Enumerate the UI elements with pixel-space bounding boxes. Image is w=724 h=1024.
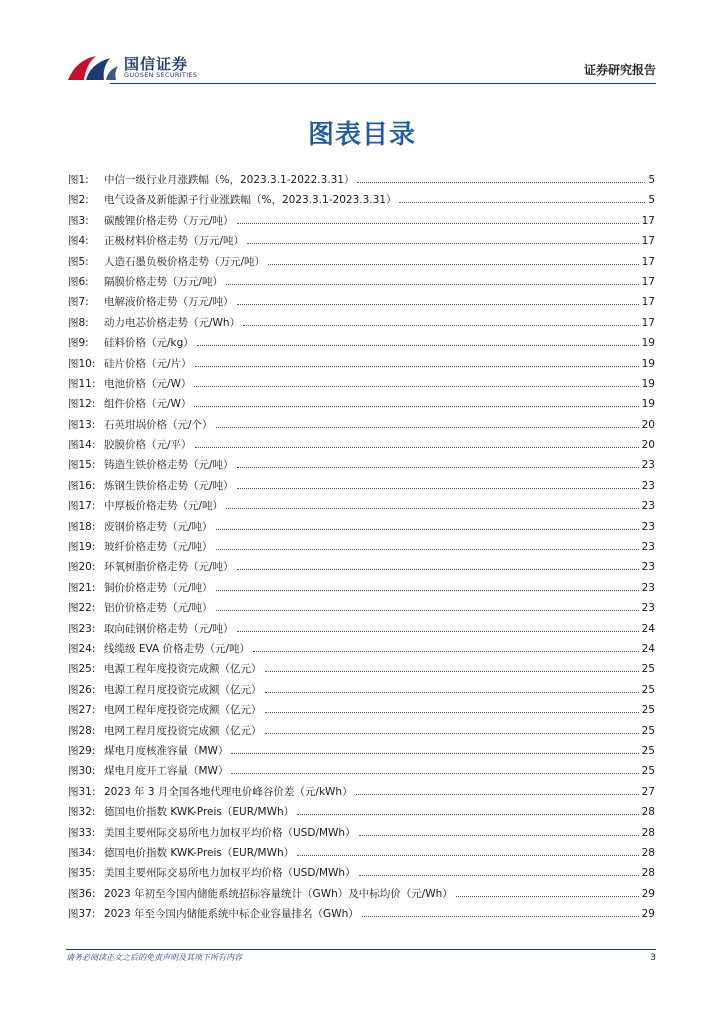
toc-entry-label: 废钢价格走势（元/吨） — [104, 520, 213, 533]
toc-leader-dots — [356, 794, 639, 795]
toc-entry-page: 19 — [641, 357, 655, 370]
toc-entry[interactable] — [68, 721, 655, 741]
toc-entry-number: 图25: — [68, 663, 96, 676]
toc-entry-page: 27 — [641, 785, 655, 798]
toc-entry-number: 图31: — [68, 785, 96, 798]
toc-entry[interactable] — [68, 313, 655, 333]
toc-entry[interactable] — [68, 496, 655, 516]
toc-entry-title — [68, 823, 356, 843]
toc-entry-number: 图5: — [68, 255, 89, 268]
toc-entry[interactable] — [68, 455, 655, 475]
toc-entry-title — [68, 313, 240, 333]
toc-entry-label: 德国电价指数 KWK-Preis（EUR/MWh） — [104, 846, 295, 859]
toc-entry-label: 2023 年至今国内储能系统中标企业容量排名（GWh） — [104, 908, 359, 921]
toc-entry-title — [68, 394, 191, 414]
toc-entry[interactable] — [68, 190, 655, 210]
toc-entry-title — [68, 863, 356, 883]
toc-entry-page: 29 — [641, 908, 655, 921]
toc-leader-dots — [297, 814, 638, 815]
toc-entry-label: 玻纤价格走势（元/吨） — [104, 541, 213, 554]
toc-entry-label: 美国主要州际交易所电力加权平均价格（USD/MWh） — [104, 867, 356, 880]
toc-entry-title — [68, 496, 223, 516]
toc-leader-dots — [297, 855, 638, 856]
toc-leader-dots — [456, 896, 639, 897]
toc-entry-label: 中厚板价格走势（元/吨） — [104, 500, 224, 513]
toc-entry-title — [68, 170, 354, 190]
toc-entry-title — [68, 700, 262, 720]
toc-entry-page: 28 — [641, 826, 655, 839]
toc-entry-page: 19 — [641, 337, 655, 350]
toc-entry-label: 取向硅钢价格走势（元/吨） — [104, 622, 234, 635]
toc-entry-label: 美国主要州际交易所电力加权平均价格（USD/MWh） — [104, 826, 356, 839]
toc-entry-number: 图14: — [68, 439, 96, 452]
toc-entry-number: 图16: — [68, 479, 96, 492]
toc-leader-dots — [237, 467, 639, 468]
toc-entry-title — [68, 476, 234, 496]
toc-entry[interactable] — [68, 680, 655, 700]
guosen-logo-icon — [66, 52, 120, 82]
toc-leader-dots — [253, 651, 639, 652]
toc-entry-page: 19 — [641, 377, 655, 390]
toc-entry-title — [68, 639, 250, 659]
toc-leader-dots — [195, 447, 639, 448]
toc-entry[interactable] — [68, 374, 655, 394]
toc-entry-number: 图32: — [68, 806, 96, 819]
toc-entry-number: 图23: — [68, 622, 96, 635]
toc-entry-title — [68, 578, 213, 598]
toc-entry-label: 电源工程年度投资完成额（亿元） — [104, 663, 262, 676]
toc-entry-page: 23 — [641, 581, 655, 594]
toc-entry-page: 24 — [641, 622, 655, 635]
toc-leader-dots — [216, 427, 639, 428]
toc-entry-page: 17 — [641, 275, 655, 288]
toc-leader-dots — [265, 692, 639, 693]
logo-chinese-name: 国信证券 — [124, 55, 189, 73]
toc-entry-label: 人造石墨负极价格走势（万元/吨） — [104, 255, 266, 268]
toc-entry-number: 图17: — [68, 500, 96, 513]
toc-entry-number: 图21: — [68, 581, 96, 594]
toc-entry-label: 电气设备及新能源子行业涨跌幅（%，2023.3.1-2023.3.31） — [104, 194, 397, 207]
toc-entry-page: 25 — [641, 663, 655, 676]
toc-entry-page: 23 — [641, 602, 655, 615]
toc-entry-label: 2023 年 3 月全国各地代理电价峰谷价差（元/kWh） — [104, 785, 353, 798]
toc-entry-page: 17 — [641, 235, 655, 248]
toc-entry-label: 硅片价格（元/片） — [104, 357, 192, 370]
toc-entry-label: 碳酸锂价格走势（万元/吨） — [104, 214, 234, 227]
toc-entry-label: 环氧树脂价格走势（元/吨） — [104, 561, 234, 574]
toc-entry-number: 图34: — [68, 846, 96, 859]
toc-entry-number: 图12: — [68, 398, 96, 411]
toc-entry[interactable] — [68, 557, 655, 577]
toc-leader-dots — [216, 590, 639, 591]
toc-entry-page: 23 — [641, 520, 655, 533]
toc-entry-title — [68, 843, 294, 863]
toc-entry[interactable] — [68, 802, 655, 822]
toc-entry-page: 20 — [641, 439, 655, 452]
toc-entry[interactable] — [68, 272, 655, 292]
toc-entry[interactable] — [68, 476, 655, 496]
toc-entry[interactable] — [68, 863, 655, 883]
toc-entry-label: 电网工程月度投资完成额（亿元） — [104, 724, 262, 737]
logo-english-name: GUOSEN SECURITIES — [124, 71, 198, 79]
toc-entry-label: 德国电价指数 KWK-Preis（EUR/MWh） — [104, 806, 295, 819]
toc-entry-title — [68, 619, 234, 639]
toc-entry-title — [68, 435, 192, 455]
toc-entry-number: 图37: — [68, 908, 96, 921]
toc-entry-page: 23 — [641, 479, 655, 492]
toc-leader-dots — [243, 325, 639, 326]
toc-entry-page: 28 — [641, 867, 655, 880]
toc-entry-number: 图18: — [68, 520, 96, 533]
toc-leader-dots — [216, 549, 639, 550]
toc-leader-dots — [265, 733, 639, 734]
toc-leader-dots — [359, 875, 639, 876]
toc-entry-number: 图15: — [68, 459, 96, 472]
toc-entry[interactable] — [68, 211, 655, 231]
toc-leader-dots — [237, 631, 639, 632]
toc-entry-page: 25 — [641, 683, 655, 696]
toc-entry-number: 图29: — [68, 744, 96, 757]
toc-entry-title — [68, 802, 294, 822]
toc-entry-number: 图22: — [68, 602, 96, 615]
toc-leader-dots — [231, 773, 638, 774]
toc-leader-dots — [265, 671, 639, 672]
toc-entry-number: 图7: — [68, 296, 89, 309]
toc-entry[interactable] — [68, 292, 655, 312]
toc-entry[interactable] — [68, 619, 655, 639]
toc-leader-dots — [237, 488, 639, 489]
toc-entry-page: 24 — [641, 642, 655, 655]
toc-entry-label: 硅料价格（元/kg） — [104, 337, 194, 350]
toc-leader-dots — [195, 366, 639, 367]
toc-entry[interactable] — [68, 415, 655, 435]
toc-entry[interactable] — [68, 700, 655, 720]
toc-entry[interactable] — [68, 782, 655, 802]
toc-entry-title — [68, 455, 234, 475]
toc-entry-title — [68, 252, 265, 272]
toc-leader-dots — [194, 386, 638, 387]
toc-entry-number: 图2: — [68, 194, 89, 207]
toc-entry[interactable] — [68, 537, 655, 557]
toc-leader-dots — [359, 835, 639, 836]
toc-entry-title — [68, 517, 213, 537]
toc-entry-label: 煤电月度开工容量（MW） — [104, 765, 229, 778]
toc-leader-dots — [231, 753, 638, 754]
toc-entry-number: 图3: — [68, 214, 89, 227]
toc-entry-title — [68, 761, 228, 781]
toc-entry-label: 胶膜价格（元/平） — [104, 439, 192, 452]
toc-entry-number: 图6: — [68, 275, 89, 288]
toc-entry-number: 图4: — [68, 235, 89, 248]
toc-entry-page: 28 — [641, 846, 655, 859]
toc-entry-number: 图13: — [68, 418, 96, 431]
toc-entry-label: 2023 年初至今国内储能系统招标容量统计（GWh）及中标均价（元/Wh） — [104, 887, 453, 900]
toc-entry[interactable] — [68, 659, 655, 679]
toc-entry-title — [68, 598, 213, 618]
toc-entry-page: 23 — [641, 459, 655, 472]
toc-entry-title — [68, 741, 228, 761]
toc-entry-title — [68, 211, 234, 231]
page-title: 图表目录 — [307, 120, 416, 150]
toc-entry-page: 28 — [641, 806, 655, 819]
toc-entry-title — [68, 333, 194, 353]
company-logo — [66, 50, 216, 84]
toc-leader-dots — [399, 202, 645, 203]
toc-entry[interactable] — [68, 741, 655, 761]
toc-entry-number: 图33: — [68, 826, 96, 839]
toc-entry-title — [68, 231, 244, 251]
toc-leader-dots — [226, 508, 639, 509]
toc-entry-page: 23 — [641, 541, 655, 554]
toc-entry-number: 图30: — [68, 765, 96, 778]
toc-entry[interactable] — [68, 354, 655, 374]
toc-entry-number: 图10: — [68, 357, 96, 370]
toc-entry[interactable] — [68, 578, 655, 598]
toc-entry-label: 铝价价格走势（元/吨） — [104, 602, 213, 615]
toc-entry[interactable] — [68, 394, 655, 414]
toc-entry-page: 19 — [641, 398, 655, 411]
toc-entry-number: 图35: — [68, 867, 96, 880]
header-divider — [110, 83, 656, 84]
page-header — [66, 50, 656, 84]
toc-entry-page: 17 — [641, 214, 655, 227]
toc-entry-number: 图26: — [68, 683, 96, 696]
toc-entry[interactable] — [68, 761, 655, 781]
toc-entry-title — [68, 680, 262, 700]
toc-entry-page: 5 — [648, 194, 655, 207]
toc-entry-label: 隔膜价格走势（万元/吨） — [104, 275, 224, 288]
toc-entry-label: 电网工程年度投资完成额（亿元） — [104, 704, 262, 717]
toc-entry-title — [68, 190, 396, 210]
toc-entry-title — [68, 557, 234, 577]
toc-entry-number: 图36: — [68, 887, 96, 900]
toc-leader-dots — [265, 712, 639, 713]
toc-entry-title — [68, 374, 191, 394]
toc-entry-number: 图28: — [68, 724, 96, 737]
toc-entry-number: 图8: — [68, 316, 89, 329]
page-number: 3 — [650, 953, 656, 963]
toc-entry-label: 正极材料价格走势（万元/吨） — [104, 235, 245, 248]
toc-entry[interactable] — [68, 517, 655, 537]
toc-entry[interactable] — [68, 598, 655, 618]
toc-entry-number: 图9: — [68, 337, 89, 350]
toc-entry-page: 29 — [641, 887, 655, 900]
toc-entry-title — [68, 292, 234, 312]
toc-leader-dots — [194, 406, 638, 407]
toc-entry-title — [68, 721, 262, 741]
toc-entry-label: 电源工程月度投资完成额（亿元） — [104, 683, 262, 696]
toc-leader-dots — [226, 284, 639, 285]
toc-leader-dots — [197, 345, 639, 346]
toc-entry[interactable] — [68, 843, 655, 863]
toc-entry[interactable] — [68, 231, 655, 251]
toc-entry-page: 25 — [641, 744, 655, 757]
toc-entry-page: 23 — [641, 561, 655, 574]
toc-entry-number: 图11: — [68, 377, 96, 390]
toc-entry[interactable] — [68, 904, 655, 924]
toc-leader-dots — [237, 304, 639, 305]
toc-entry-title — [68, 659, 262, 679]
toc-entry-page: 5 — [648, 174, 655, 186]
toc-entry[interactable] — [68, 252, 655, 272]
toc-entry-label: 铜价价格走势（元/吨） — [104, 581, 213, 594]
toc-entry-label: 电解液价格走势（万元/吨） — [104, 296, 234, 309]
toc-leader-dots — [216, 529, 639, 530]
toc-entry-title — [68, 272, 223, 292]
toc-entry-page: 20 — [641, 418, 655, 431]
toc-entry-title — [68, 884, 453, 904]
toc-entry-label: 线缆级 EVA 价格走势（元/吨） — [104, 642, 251, 655]
toc-entry[interactable] — [68, 639, 655, 659]
footer-divider — [66, 949, 656, 950]
toc-entry-label: 电池价格（元/W） — [104, 377, 192, 390]
toc-entry-title — [68, 782, 353, 802]
toc-entry-title — [68, 904, 359, 924]
toc-entry-label: 动力电芯价格走势（元/Wh） — [104, 316, 241, 329]
toc-entry-page: 23 — [641, 500, 655, 513]
toc-leader-dots — [237, 223, 639, 224]
toc-entry-number: 图19: — [68, 541, 96, 554]
toc-entry-label: 组件价格（元/W） — [104, 398, 192, 411]
figure-index-list — [68, 170, 655, 924]
toc-entry[interactable] — [68, 823, 655, 843]
toc-entry-title — [68, 537, 213, 557]
toc-entry-title — [68, 354, 192, 374]
toc-entry[interactable] — [68, 333, 655, 353]
toc-entry-page: 17 — [641, 316, 655, 329]
toc-leader-dots — [268, 264, 639, 265]
toc-entry-page: 17 — [641, 255, 655, 268]
toc-entry-number: 图27: — [68, 704, 96, 717]
footer-disclaimer: 请务必阅读正文之后的免责声明及其项下所有内容 — [66, 953, 242, 962]
toc-entry-page: 25 — [641, 704, 655, 717]
toc-leader-dots — [247, 243, 639, 244]
toc-leader-dots — [357, 182, 645, 183]
toc-entry-title — [68, 415, 213, 435]
toc-leader-dots — [237, 569, 639, 570]
toc-entry-page: 17 — [641, 296, 655, 309]
toc-entry-label: 中信一级行业月涨跌幅（%，2023.3.1-2022.3.31） — [104, 174, 355, 186]
toc-leader-dots — [362, 916, 639, 917]
toc-entry-label: 石英坩埚价格（元/个） — [104, 418, 213, 431]
toc-entry[interactable] — [68, 435, 655, 455]
toc-entry-number: 图24: — [68, 642, 96, 655]
toc-leader-dots — [216, 610, 639, 611]
toc-entry[interactable] — [68, 884, 655, 904]
toc-entry-label: 炼钢生铁价格走势（元/吨） — [104, 479, 234, 492]
toc-entry-number: 图20: — [68, 561, 96, 574]
toc-entry[interactable] — [68, 170, 655, 190]
report-type-label: 证券研究报告 — [583, 63, 656, 77]
toc-entry-number: 图1: — [68, 174, 89, 186]
toc-entry-label: 铸造生铁价格走势（元/吨） — [104, 459, 234, 472]
toc-entry-page: 25 — [641, 765, 655, 778]
toc-entry-label: 煤电月度核准容量（MW） — [104, 744, 229, 757]
toc-entry-page: 25 — [641, 724, 655, 737]
